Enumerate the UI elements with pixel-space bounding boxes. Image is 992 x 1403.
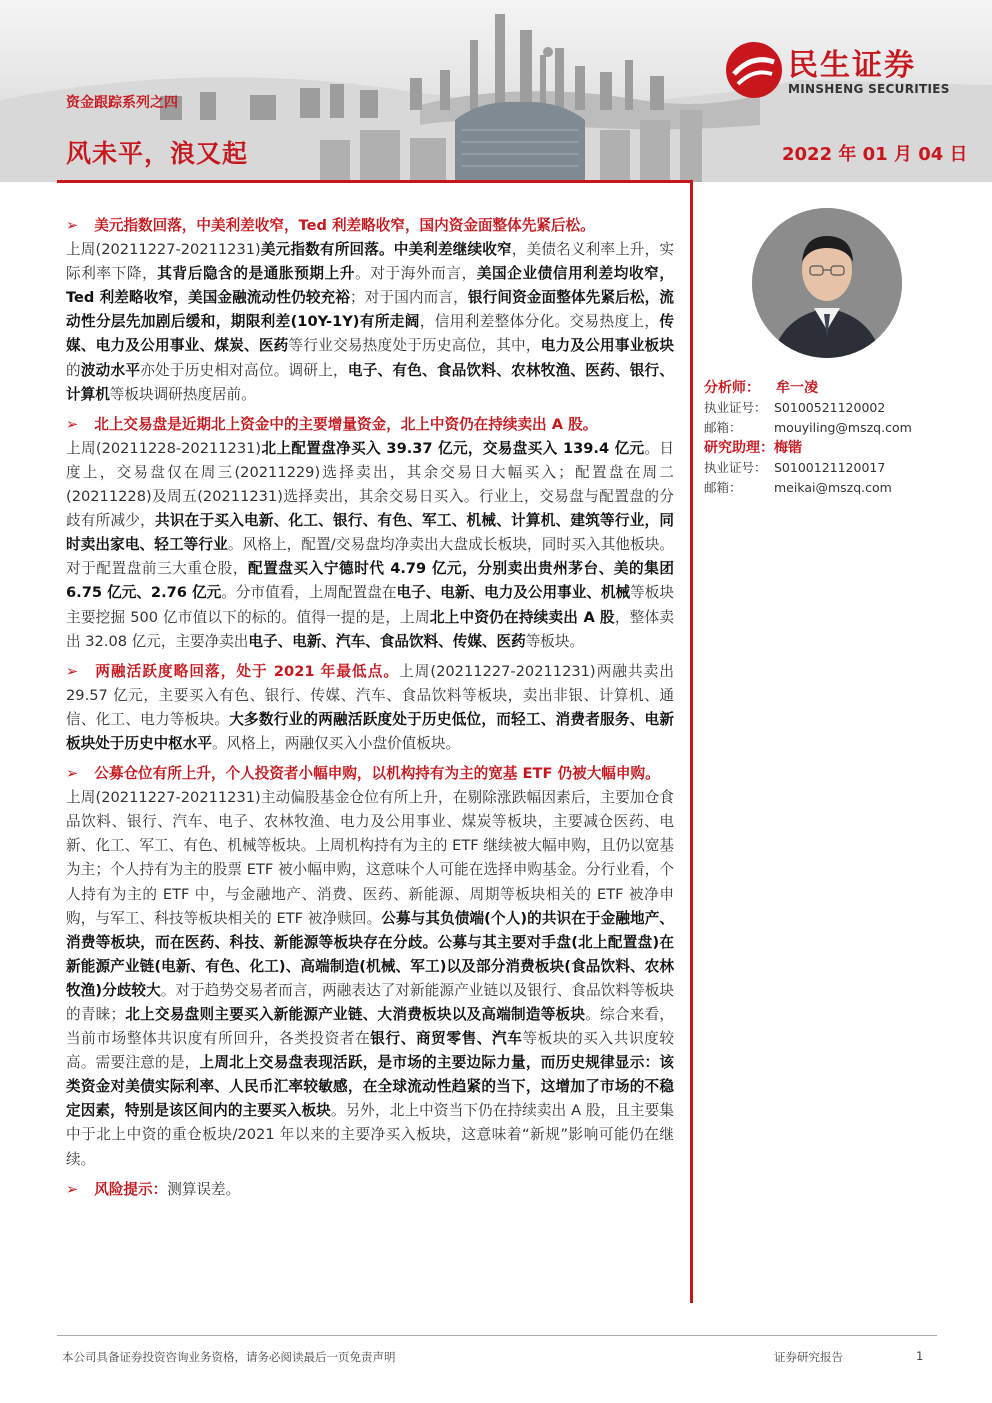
cert-label: 执业证号： — [704, 460, 767, 475]
bold-text: 其背后隐含的是通胀预期上升 — [157, 265, 356, 283]
assistant-cert-number: S0100121120017 — [774, 460, 886, 475]
bold-text: 配置盘买入宁德时代 4.79 亿元，分别卖出贵州茅台、美的集团 6.75 亿元、2.76 亿元 — [66, 560, 674, 602]
bold-text: 电子、有色、食品饮料、农林牧渔、医药、银行、计算机 — [66, 361, 674, 403]
analyst-name: 牟一凌 — [776, 380, 818, 396]
bold-text: 上周北上交易盘表现活跃，是市场的主要边际力量，而历史规律显示：该类资金对美债实际利率、人民币汇率较敏感，在全球流动性趋紧的当下，这增加了市场的不稳定因素，特别是该区间内的主要买入板块 — [66, 1054, 674, 1120]
assistant-name: 梅锴 — [774, 440, 802, 456]
body-text: 。日度上，交易盘仅在周三(20211229)选择卖出，其余交易日大幅买入；配置盘在周二(20211228)及周五(20211231)选择卖出，其余交易日买入。行业上，交易盘与配置盘的分歧有所减少， — [66, 439, 674, 530]
body-text: 等板块的买入共识度较高。需要注意的是， — [66, 1030, 674, 1072]
assistant-email[interactable]: meikai@mszq.com — [774, 480, 892, 495]
bold-text: 银行、商贸零售、汽车 — [370, 1030, 523, 1048]
header-banner — [0, 0, 992, 182]
footer-divider — [57, 1335, 937, 1336]
body-text: 。分市值看，上周配置盘在 — [221, 584, 397, 602]
bold-text: 北上配置盘净买入 39.37 亿元，交易盘买入 139.4 亿元 — [261, 439, 645, 457]
analyst-cert-row — [704, 398, 964, 418]
email-label: 邮箱： — [704, 480, 742, 495]
logo-chinese-name: 民生证券 — [788, 48, 916, 83]
bullet-arrow-icon: ➢ — [66, 662, 79, 680]
bold-text: 北上中资仍在持续卖出 A 股 — [429, 608, 615, 626]
assistant-cert-row — [704, 458, 964, 478]
body-text: 。风格上，两融仅买入小盘价值板块。 — [211, 734, 461, 752]
report-title: 风未平，浪又起 — [66, 139, 249, 168]
summary-section — [66, 413, 674, 654]
analyst-cert-number: S0100521120002 — [774, 400, 886, 415]
body-text: ，美债名义利率上升，实际利率下降， — [66, 241, 674, 283]
body-text: 上周(20211228-20211231) — [66, 439, 262, 457]
footer-disclaimer: 本公司具备证券投资咨询业务资格，请务必阅读最后一页免责声明 — [62, 1350, 396, 1364]
bold-text: 共识在于买入电新、化工、银行、有色、军工、机械、计算机、建筑等行业，同时卖出家电、轻工等行业 — [66, 512, 674, 554]
cert-label: 执业证号： — [704, 400, 767, 415]
assistant-row — [704, 438, 964, 458]
body-text: 亦处于历史相对高位。调研上， — [140, 361, 348, 379]
analyst-role-label: 分析师： — [704, 380, 760, 396]
bullet-arrow-icon: ➢ — [66, 765, 79, 783]
analyst-photo — [752, 208, 902, 358]
bullet-arrow-icon: ➢ — [66, 415, 79, 433]
report-date: 2022 年 01 月 04 日 — [782, 144, 968, 165]
assistant-role-label: 研究助理： — [704, 440, 774, 456]
body-text: 。综合来看，当前市场整体共识度有所回升，各类投资者在 — [66, 1006, 674, 1048]
bullet-arrow-icon: ➢ — [66, 1180, 79, 1198]
bold-text: 传媒、电力及公用事业、煤炭、医药 — [66, 313, 674, 355]
header-divider — [57, 180, 693, 183]
analyst-email-row — [704, 418, 964, 438]
email-label: 邮箱： — [704, 420, 742, 435]
analyst-portrait — [752, 208, 902, 358]
section-headline: 北上交易盘是近期北上资金中的主要增量资金，北上中资仍在持续卖出 A 股。 — [94, 415, 598, 433]
section-headline: 风险提示： — [94, 1180, 168, 1198]
analyst-email[interactable]: mouyiling@mszq.com — [774, 420, 912, 435]
body-text: 等行业交易热度处于历史高位，其中， — [288, 337, 541, 355]
series-label: 资金跟踪系列之四 — [66, 95, 178, 111]
body-text: ，整体卖出 32.08 亿元，主要净卖出 — [66, 608, 674, 650]
bold-text: 大多数行业的两融活跃度处于历史低位，而轻工、消费者服务、电新板块处于历史中枢水平 — [66, 710, 674, 752]
body-text: ，信用利差整体分化。交易热度上， — [419, 313, 660, 331]
summary-section — [66, 214, 674, 407]
body-text: 上周(20211227-20211231)两融共卖出 29.57 亿元，主要买入有色、银行、传媒、汽车、食品饮料等板块，卖出非银、计算机、通信、化工、电力等板块。 — [66, 662, 675, 728]
summary-body — [66, 214, 674, 1208]
bold-text: 银行间资金面整体先紧后松，流动性分层先加剧后缓和，期限利差(10Y-1Y)有所走阔 — [66, 289, 674, 331]
body-text: 上周(20211227-20211231)主动偏股基金仓位有所上升，在剔除涨跌幅因素后，主要加仓食品饮料、银行、汽车、电子、农林牧渔、电力及公用事业、煤炭等板块，主要减仓医药、电新、化工、军工、有色、机械等板块。上周机构持有为主的 ETF 继续被大幅申购，且仍以宽基为主；个人持有为主的股票 ETF 被小幅申购，这意味个人可能在选择申购基金。分行业看，个人持有为主的 ETF 中，与金融地产、消费、医药、新能源、周期等板块相关的 ETF 被净申购，与军工、科技等板块相关的 ETF 被净赎回。 — [66, 789, 674, 927]
minsheng-logo-icon — [724, 40, 784, 100]
summary-section — [66, 660, 674, 756]
bullet-arrow-icon: ➢ — [66, 217, 79, 234]
column-divider — [690, 183, 693, 1303]
assistant-email-row — [704, 478, 964, 498]
body-text: 等板块。 — [525, 632, 585, 650]
section-headline: 两融活跃度略回落，处于 2021 年最低点。 — [94, 662, 400, 680]
bold-text: 公募与其负债端(个人)的共识在于金融地产、消费等板块，而在医药、科技、新能源等板块存在分歧。公募与其主要对手盘(北上配置盘)在新能源产业链(电新、有色、化工)、高端制造(机械、军工)以及部分消费板块(食品饮料、农林牧渔)分歧较大 — [66, 909, 675, 999]
company-logo — [724, 40, 964, 102]
bold-text: 电子、电新、汽车、食品饮料、传媒、医药 — [248, 632, 526, 650]
analyst-info — [704, 378, 964, 498]
body-text: 。对于趋势交易者而言，两融表达了对新能源产业链以及银行、食品饮料等板块的青睐； — [66, 981, 674, 1023]
bold-text: 美元指数有所回落。中美利差继续收窄 — [260, 241, 512, 259]
logo-english-name: MINSHENG SECURITIES — [788, 82, 950, 96]
body-text: 。对于海外而言， — [355, 265, 477, 283]
bold-text: 波动水平 — [80, 361, 141, 379]
analyst-row — [704, 378, 964, 398]
body-text: 。风格上，配置/交易盘均净卖出大盘成长板块，同时买入其他板块。对于配置盘前三大重仓股， — [66, 536, 674, 578]
body-text: 等板块主要挖掘 500 亿市值以下的标的。值得一提的是，上周 — [66, 584, 674, 626]
body-text: 等板块调研热度居前。 — [109, 385, 256, 403]
footer-report-type: 证券研究报告 — [774, 1350, 843, 1364]
bold-text: 美国企业债信用利差均收窄，Ted 利差略收窄，美国金融流动性仍较充裕 — [66, 265, 674, 307]
section-headline: 美元指数回落，中美利差收窄，Ted 利差略收窄，国内资金面整体先紧后松。 — [94, 217, 595, 234]
summary-section — [66, 1178, 674, 1202]
bold-text: 电力及公用事业板块 — [540, 337, 674, 355]
section-headline: 公募仓位有所上升，个人投资者小幅申购，以机构持有为主的宽基 ETF 仍被大幅申购。 — [94, 765, 660, 783]
summary-section — [66, 762, 674, 1172]
bold-text: 电子、电新、电力及公用事业、机械 — [396, 584, 631, 602]
body-text: 。另外，北上中资当下仍在持续卖出 A 股，且主要集中于北上中资的重仓板块/2021 年以来的主要净买入板块，这意味着“新规”影响可能仍在继续。 — [66, 1102, 674, 1168]
bold-text: 北上交易盘则主要买入新能源产业链、大消费板块以及高端制造等板块 — [125, 1006, 586, 1023]
page-number: 1 — [916, 1349, 924, 1363]
body-text: 的 — [66, 361, 81, 379]
body-text: 测算误差。 — [167, 1180, 241, 1198]
body-text: ；对于国内而言， — [350, 289, 468, 307]
body-text: 上周(20211227-20211231) — [66, 241, 261, 259]
